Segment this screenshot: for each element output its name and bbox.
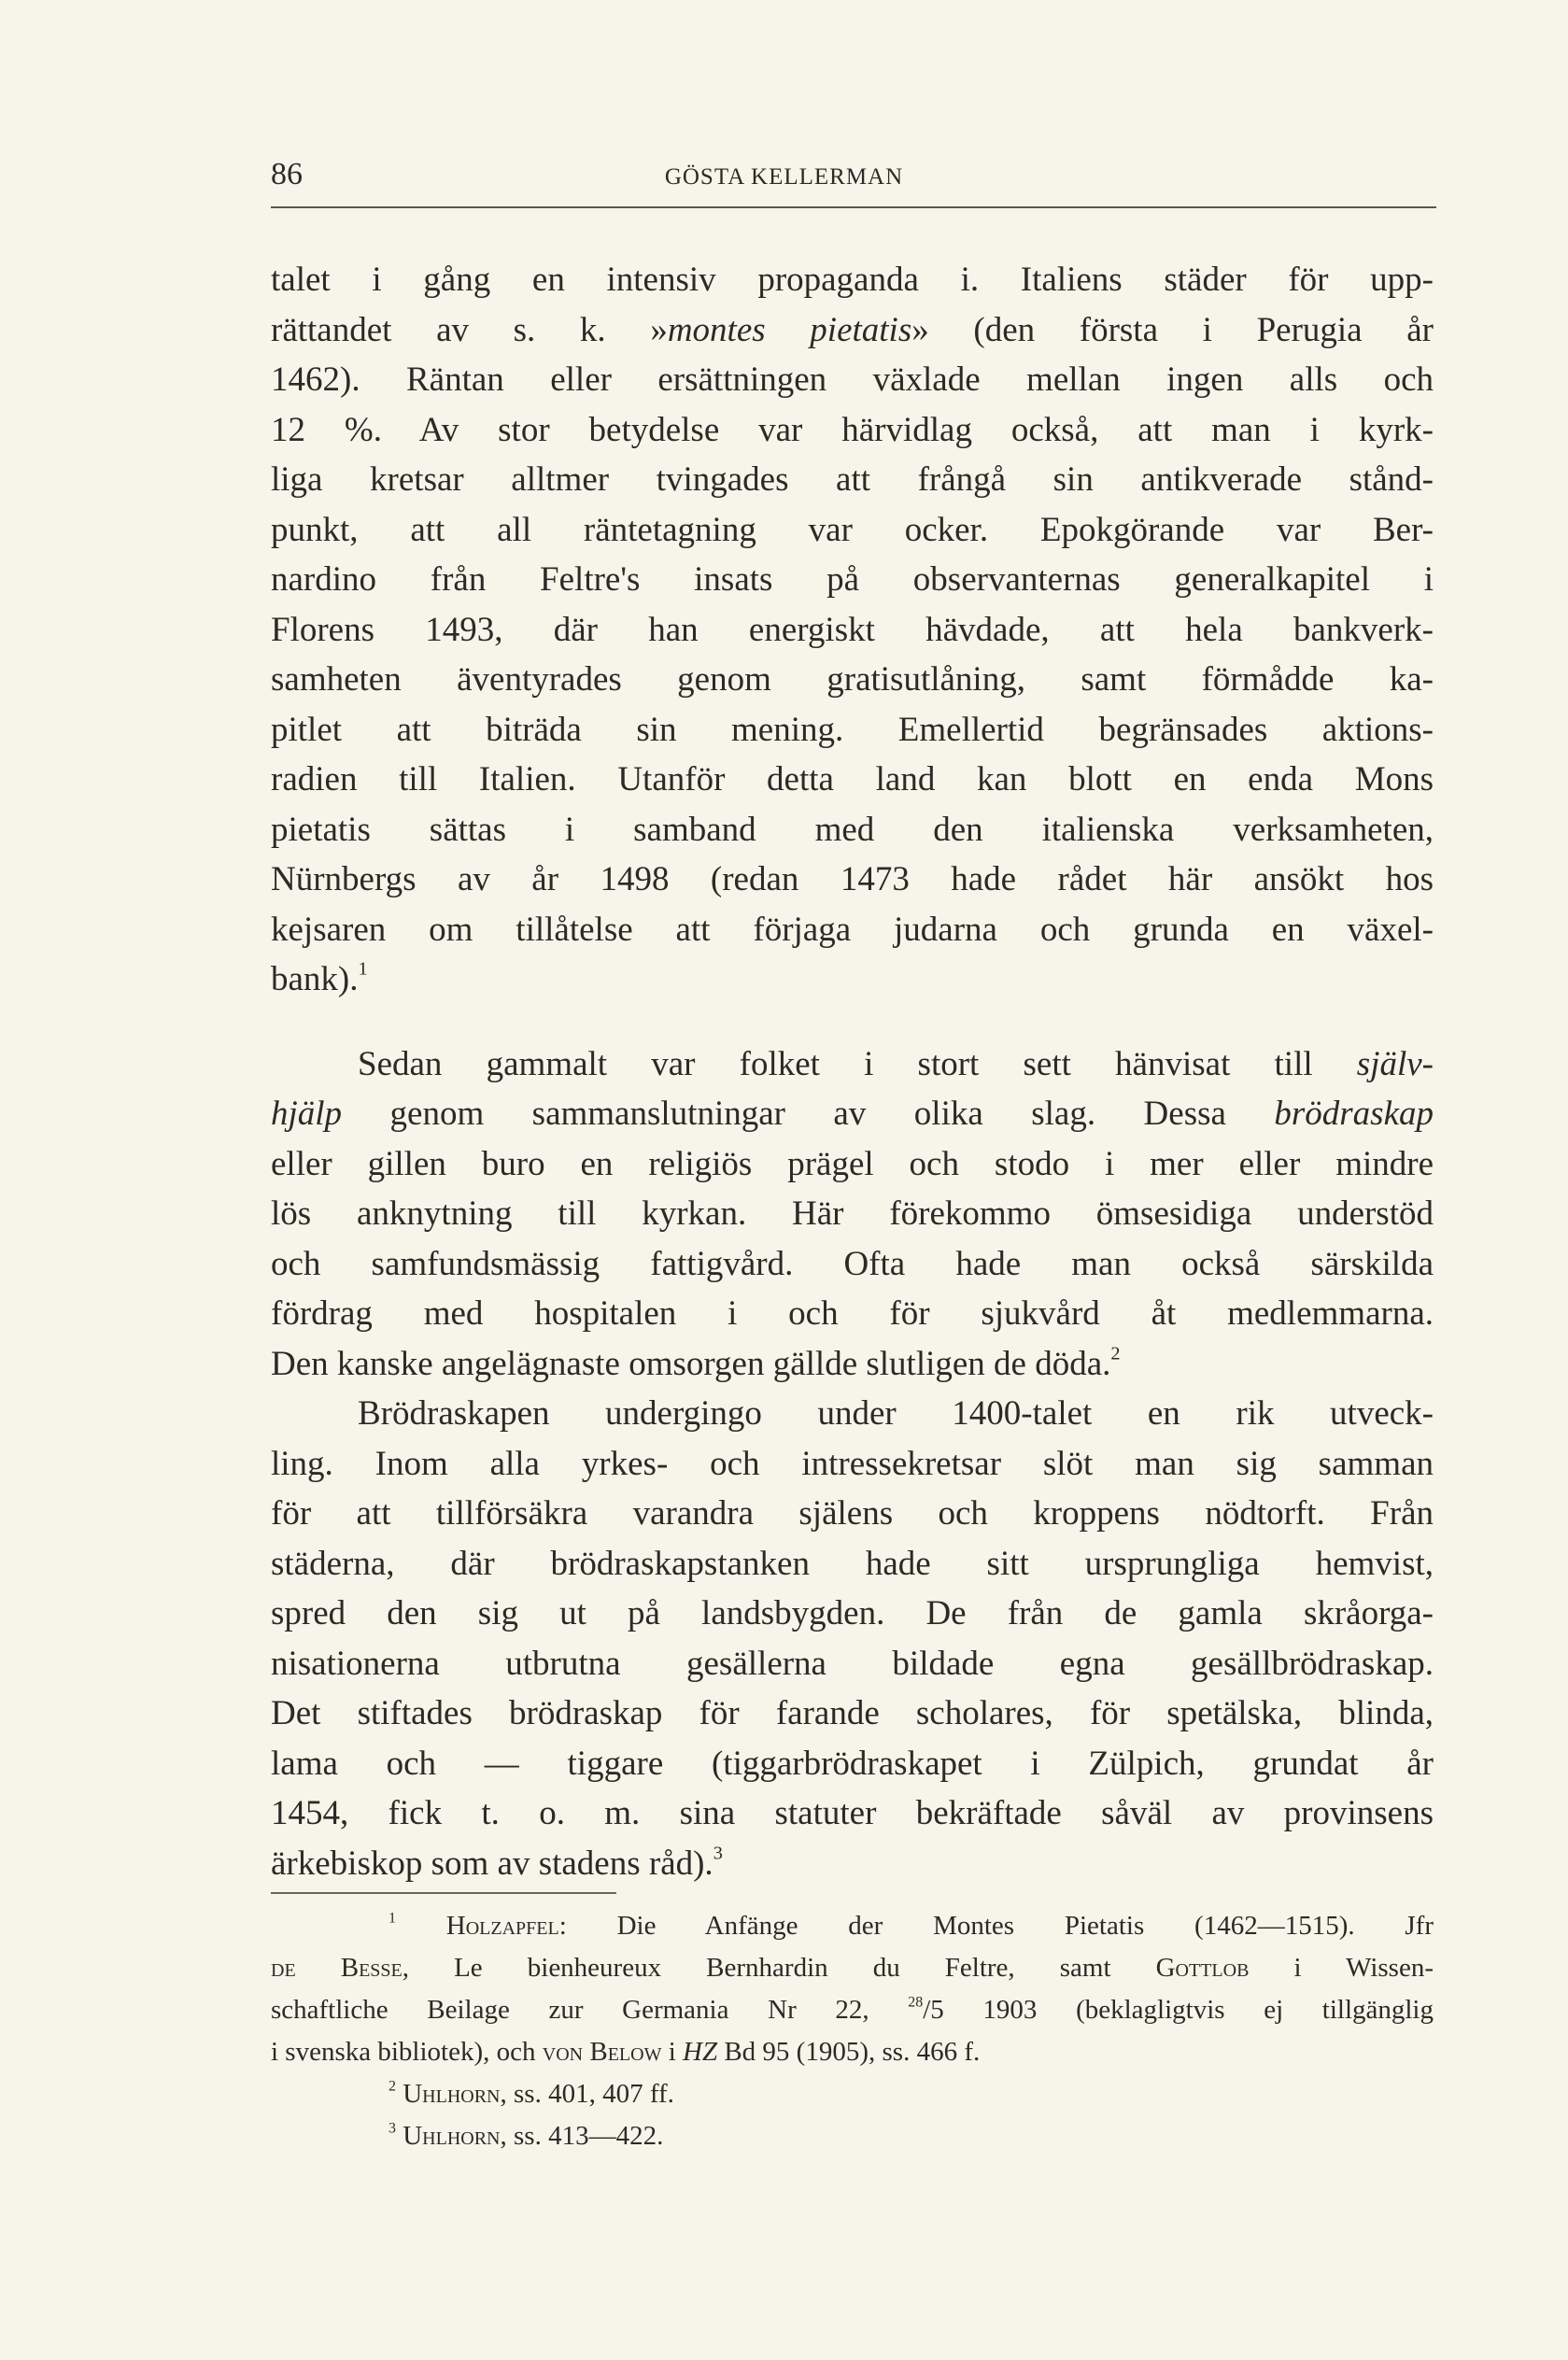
footnote-line <box>388 1905 1434 1947</box>
author-name: de Besse <box>271 1953 403 1983</box>
footnote-line <box>271 2031 1434 2073</box>
italic-text: själv- <box>1356 1045 1434 1083</box>
text-run: för att tillförsäkra varandra själens och kroppens nödtorft. Från <box>271 1494 1434 1533</box>
footnote-marker: 1 <box>388 1910 396 1927</box>
text-line <box>271 1239 1434 1290</box>
author-name: Uhlhorn <box>403 2079 501 2109</box>
text-run: pietatis sättas i samband med den italienska verksamheten, <box>271 811 1434 849</box>
text-run: 12 %. Av stor betydelse var härvidlag också, att man i kyrk- <box>271 411 1434 449</box>
footnote-rule <box>271 1892 616 1894</box>
text-run: radien till Italien. Utanför detta land kan blott en enda Mons <box>271 760 1434 798</box>
text-run: Bd 95 (1905), ss. 466 f. <box>717 2037 981 2067</box>
text-run: kejsaren om tillåtelse att förjaga judarna och grunda en växel- <box>271 911 1434 949</box>
text-run: ärkebiskop som av stadens råd). <box>271 1844 713 1883</box>
text-run: lös anknytning till kyrkan. Här förekommo ömsesidiga understöd <box>271 1194 1434 1233</box>
text-run: Nürnbergs av år 1498 (redan 1473 hade rådet här ansökt hos <box>271 860 1434 898</box>
text-run: , Le bienheureux Bernhardin du Feltre, samt <box>402 1953 1156 1983</box>
text-run: Sedan gammalt var folket i stort sett hänvisat till <box>358 1045 1357 1083</box>
italic-text: hjälp <box>271 1095 343 1133</box>
text-line <box>271 1589 1434 1639</box>
text-line <box>271 405 1434 456</box>
text-line <box>271 355 1434 405</box>
text-line <box>271 905 1434 955</box>
header-rule <box>271 206 1436 208</box>
footnote-marker: 28 <box>908 1994 924 2011</box>
text-line <box>271 1689 1434 1739</box>
running-title: GÖSTA KELLERMAN <box>664 164 904 190</box>
text-run: i Wissen- <box>1249 1953 1434 1983</box>
italic-text: HZ <box>683 2037 718 2067</box>
text-line <box>271 255 1434 305</box>
text-line <box>271 655 1434 705</box>
text-run: pitlet att biträda sin mening. Emellertid begränsades aktions- <box>271 711 1434 749</box>
text-run: spred den sig ut på landsbygden. De från de gamla skråorga- <box>271 1594 1434 1632</box>
text-run: städerna, där brödraskapstanken hade sitt ursprungliga hemvist, <box>271 1545 1434 1583</box>
text-run: Den kanske angelägnaste omsorgen gällde slutligen de döda. <box>271 1345 1111 1383</box>
text-run: rättandet av s. k. » <box>271 311 668 349</box>
text-run: nardino från Feltre's insats på observanternas generalkapitel i <box>271 560 1434 599</box>
italic-text: brödraskap <box>1274 1095 1434 1133</box>
text-run: nisationerna utbrutna gesällerna bildade egna gesällbrödraskap. <box>271 1645 1434 1683</box>
text-line <box>271 505 1434 556</box>
text-run: , ss. 401, 407 ff. <box>500 2079 674 2109</box>
text-run: : Die Anfänge der Montes Pietatis (1462—1515). Jfr <box>558 1911 1434 1941</box>
author-name: Holzapfel <box>445 1911 559 1941</box>
text-run: Florens 1493, där han energiskt hävdade, att hela bankverk- <box>271 611 1434 649</box>
author-name: Gottlob <box>1155 1953 1250 1983</box>
text-run: talet i gång en intensiv propaganda i. Italiens städer för upp- <box>271 261 1434 299</box>
text-line <box>271 954 1434 1005</box>
page-number: 86 <box>271 157 303 191</box>
footnote-marker: 3 <box>713 1843 723 1864</box>
text-run: i svenska bibliotek), och <box>271 2037 543 2067</box>
text-run: eller gillen buro en religiös prägel och stodo i mer eller mindre <box>271 1145 1434 1183</box>
text-line <box>271 555 1434 605</box>
text-run: Det stiftades brödraskap för farande scholares, för spetälska, blinda, <box>271 1694 1434 1732</box>
text-line <box>271 1639 1434 1689</box>
text-line <box>271 1788 1434 1839</box>
text-line <box>271 855 1434 905</box>
text-run: Brödraskapen undergingo under 1400-talet en rik utveck- <box>358 1394 1434 1433</box>
text-run: i <box>661 2037 684 2067</box>
author-name: von Below <box>542 2037 662 2067</box>
footnote-line <box>388 2115 1434 2157</box>
text-line <box>271 605 1434 656</box>
footnote-marker: 2 <box>1110 1343 1121 1364</box>
text-run: och samfundsmässig fattigvård. Ofta hade man också särskilda <box>271 1245 1434 1283</box>
text-line <box>271 455 1434 505</box>
text-run: , ss. 413—422. <box>500 2121 664 2151</box>
text-run: /5 1903 (beklagligtvis ej tillgänglig <box>923 1995 1434 2025</box>
author-name: Uhlhorn <box>403 2121 501 2151</box>
text-line <box>271 1189 1434 1239</box>
text-run: genom sammanslutningar av olika slag. Dessa <box>342 1095 1275 1133</box>
text-run: schaftliche Beilage zur Germania Nr 22, <box>271 1995 909 2025</box>
footnote-line <box>388 2073 1434 2115</box>
text-run: ling. Inom alla yrkes- och intressekretsar slöt man sig samman <box>271 1445 1434 1483</box>
text-line <box>271 755 1434 805</box>
footnote-line <box>271 1947 1434 1989</box>
text-run: samheten äventyrades genom gratisutlåning, samt förmådde ka- <box>271 660 1434 699</box>
text-line <box>358 1389 1434 1439</box>
text-line <box>271 705 1434 756</box>
text-line <box>271 1439 1434 1490</box>
text-line <box>358 1039 1434 1090</box>
text-run: liga kretsar alltmer tvingades att frångå sin antikverade stånd- <box>271 460 1434 499</box>
text-run: 1462). Räntan eller ersättningen växlade mellan ingen alls och <box>271 360 1434 399</box>
text-line <box>271 1489 1434 1539</box>
text-line <box>271 1539 1434 1590</box>
text-run <box>396 1911 446 1941</box>
text-line <box>271 1739 1434 1789</box>
text-run: punkt, att all räntetagning var ocker. Epokgörande var Ber- <box>271 511 1434 549</box>
text-run: lama och — tiggare (tiggarbrödraskapet i Zülpich, grundat år <box>271 1745 1434 1783</box>
text-line <box>271 1339 1434 1390</box>
text-line <box>271 1839 1434 1889</box>
text-line <box>271 1289 1434 1339</box>
footnote-marker: 1 <box>358 958 368 980</box>
text-run: » (den första i Perugia år <box>911 311 1434 349</box>
footnote-marker: 2 <box>388 2078 396 2095</box>
text-run: bank). <box>271 960 359 998</box>
footnote-line <box>271 1989 1434 2031</box>
text-line <box>271 805 1434 855</box>
text-line <box>271 305 1434 356</box>
text-run: 1454, fick t. o. m. sina statuter bekräftade såväl av provinsens <box>271 1794 1434 1832</box>
text-run: fördrag med hospitalen i och för sjukvård åt medlemmarna. <box>271 1294 1434 1333</box>
italic-text: montes pietatis <box>667 311 912 349</box>
text-line <box>271 1139 1434 1190</box>
footnote-marker: 3 <box>388 2120 396 2137</box>
text-line <box>271 1089 1434 1139</box>
